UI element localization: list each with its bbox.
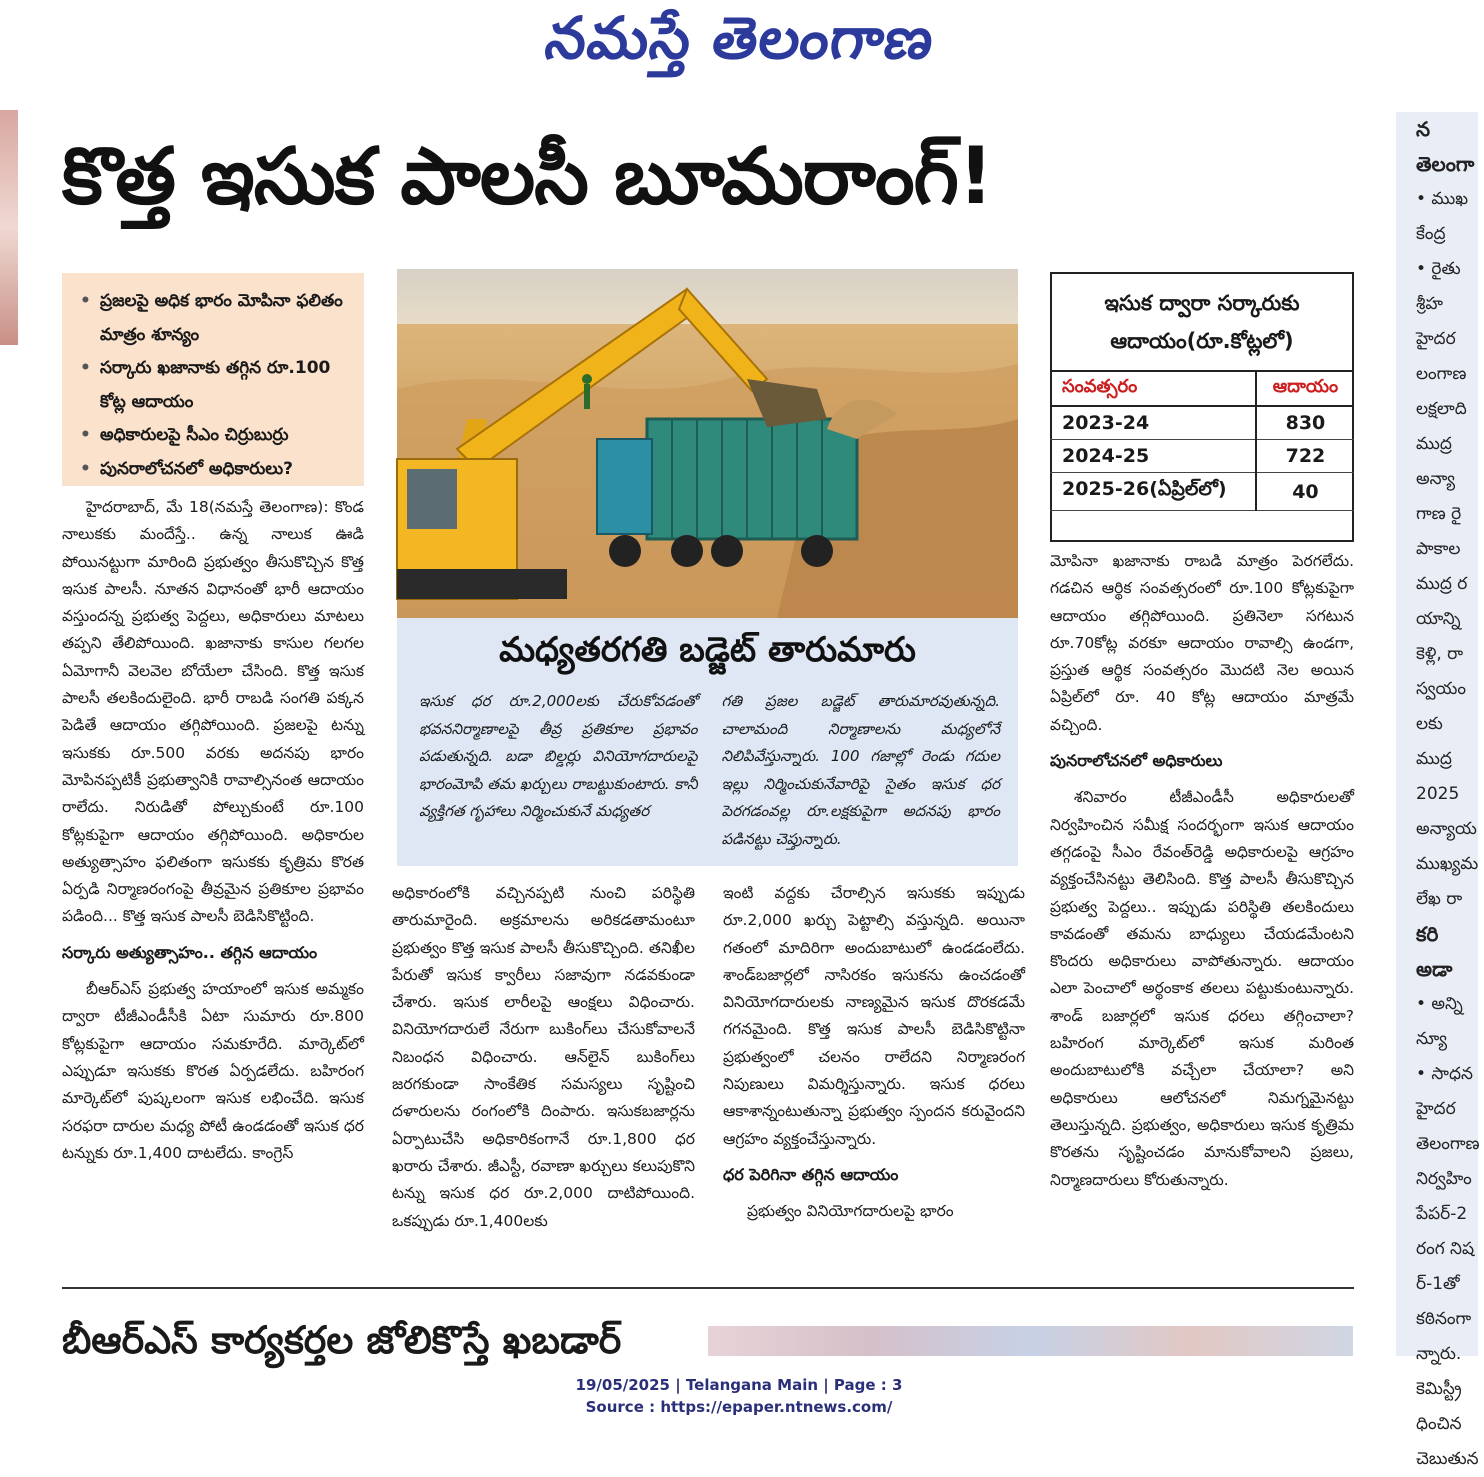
left-edge-photo xyxy=(0,110,18,345)
box-text-right: గతి ప్రజల బడ్జెట్‌ తారుమారవుతున్నది. చాలామంది నిర్మాణాలను మధ్యలోనే నిలిపివేస్తున్నారు. 100 గజాల్లో రెండు గదుల ఇల్లు నిర్మించుకునేవారిపై సైతం ఇసుక ధర పెరగడంవల్ల రూ.లక్షకుపైగా అదనపు భారం పడినట్టు చెప్తున్నారు. xyxy=(721,692,1000,848)
masthead-logo: నమస్తే తెలంగాణ xyxy=(541,4,939,72)
paragraph: శనివారం టీజీఎండీసీ అధికారులతో నిర్వహించిన సమీక్ష సందర్భంగా ఇసుక ఆదాయం తగ్గడంపై సీఎం రేవంత్‌రెడ్డి అధికారులపై ఆగ్రహం వ్యక్తంచేసినట్టు తెలిసింది. కొత్త పాలసీ తీసుకొచ్చిన ప్రభుత్వ పెద్దలు.. ఇప్పుడు పరిస్థితి తలకిందులు కావడంతో తమను బాధ్యులు చేయడమేంటని కొందరు అధికారులు వాపోతున్నారు. ఆదాయం ఎలా పెంచాలో అర్థంకాక తలలు పట్టుకుంటున్నారు. శాండ్‌ బజార్లలో ఇసుక ధరలు తగ్గించాలా? బహిరంగ మార్కెట్‌లో ఇసుక మరింత అందుబాటులోకి వచ్చేలా చేయాలా? అని అధికారులు ఆలోచనలో నిమగ్నమైనట్టు తెలుస్తున్నది. ప్రభుత్వం, అధికారులు ఇసుక కృత్రిమ కొరతను సృష్టించడం మానుకోవాలని ప్రజలు, నిర్మాణదారులు కోరుతున్నారు. xyxy=(1050,788,1354,1189)
right-column-fragment: ముద్ర ర xyxy=(1416,574,1468,594)
article-column-4 xyxy=(1050,548,1354,1273)
right-column-fragment: లకు xyxy=(1416,714,1443,734)
section-divider xyxy=(62,1287,1354,1289)
subheading: ధర పెరిగినా తగ్గిన ఆదాయం xyxy=(723,1164,899,1184)
right-column-fragment: అన్యాయ xyxy=(1416,819,1477,839)
right-column-fragment: • సాధన xyxy=(1416,1064,1473,1084)
right-column-fragment: నిర్వహిం xyxy=(1416,1169,1472,1189)
right-column-fragment: ముద్ర xyxy=(1416,434,1452,454)
paragraph: మోపినా ఖజానాకు రాబడి మాత్రం పెరగలేదు. గడచిన ఆర్థిక సంవత్సరంలో రూ.100 కోట్లకుపైగా ఆదాయం తగ్గిపోయింది. ప్రతినెలా సగటున రూ.70కోట్ల వరకూ ఆదాయం రావాల్సి ఉండగా, ప్రస్తుత ఆర్థిక సంవత్సరం మొదటి నెల అయిన ఏప్రిల్‌లో రూ. 40 కోట్ల ఆదాయం మాత్రమే వచ్చింది. xyxy=(1050,552,1354,734)
right-column-fragment: చెబుతున xyxy=(1416,1449,1479,1469)
income-cell: 830 xyxy=(1256,406,1354,440)
highlight-box xyxy=(62,273,364,486)
income-table-box xyxy=(1050,272,1354,542)
right-column-fragment: కఠినంగా xyxy=(1416,1309,1472,1329)
right-column-fragment: కెళ్లి, రా xyxy=(1416,644,1464,664)
paragraph: అధికారంలోకి వచ్చినప్పటి నుంచి పరిస్థితి తారుమారైంది. అక్రమాలను అరికడతామంటూ ప్రభుత్వం కొత్త ఇసుక పాలసీ తీసుకొచ్చింది. తనిఖీల పేరుతో ఇసుక క్వారీలు సజావుగా నడవకుండా చేశారు. ఇసుక లారీలపై ఆంక్షలు విధించారు. వినియోగదారులే నేరుగా బుకింగ్‌లు చేసుకోవాలనే నిబంధన విధించారు. ఆన్‌లైన్‌ బుకింగ్‌లు జరగకుండా సాంకేతిక సమస్యలు సృష్టించి దళారులను రంగంలోకి దింపారు. ఇసుకబజార్లను ఏర్పాటుచేసి అధికారికంగానే రూ.1,800 ధర ఖరారు చేశారు. జీఎస్టీ, రవాణా ఖర్చులు కలుపుకొని టన్ను ఇసుక ధర రూ.2,000 దాటిపోయింది. ఒకప్పుడు రూ.1,400లకు xyxy=(392,884,695,1230)
right-column-fragment: అన్యా xyxy=(1416,469,1456,489)
year-cell: 2024-25 xyxy=(1050,440,1256,473)
right-column-fragment: • అన్ని xyxy=(1416,994,1463,1014)
page-footer xyxy=(0,1374,1478,1418)
income-cell: 40 xyxy=(1256,473,1354,511)
box-text-left: ఇసుక ధర రూ.2,000లకు చేరుకోవడంతో భవననిర్మాణాలపై తీవ్ర ప్రతికూల ప్రభావం పడుతున్నది. బడా బిల్డర్లు వినియోగదారులపై భారంమోపి తమ ఖర్చులు రాబట్టుకుంటారు. కానీ వ్యక్తిగత గృహాలు నిర్మించుకునే మధ్యతర xyxy=(419,692,698,821)
highlight-item: • అధికారులపై సీఎం చిర్రుబుర్రు xyxy=(80,419,356,453)
table-header-income: ఆదాయం xyxy=(1256,371,1354,406)
right-column-fragment: ర్‌-1తో xyxy=(1416,1274,1460,1294)
footer-date-line: 19/05/2025 | Telangana Main | Page : 3 xyxy=(575,1376,903,1394)
right-column-fragment: ముఖ్యమ xyxy=(1416,854,1479,874)
subheading: సర్కారు అత్యుత్సాహం.. తగ్గిన ఆదాయం xyxy=(62,942,318,962)
main-headline: కొత్త ఇసుక పాలసీ బూమరాంగ్‌! xyxy=(62,132,993,222)
right-column-fragment: పేపర్‌-2 xyxy=(1416,1204,1468,1224)
box-title: మధ్యతరగతి బడ్జెట్‌ తారుమారు xyxy=(499,630,916,670)
highlight-item: • సర్కారు ఖజానాకు తగ్గిన రూ.100 కోట్ల ఆదాయం xyxy=(80,352,356,419)
right-column-fragment: రంగ నిష xyxy=(1416,1239,1475,1259)
next-article-headline: బీఆర్‌ఎస్‌ కార్యకర్తల జోలికొస్తే ఖబడార్‌ xyxy=(62,1318,622,1362)
right-column-fragment: గాణ రై xyxy=(1416,504,1462,524)
right-column-fragment: కెమిస్ట్రీ xyxy=(1416,1379,1462,1399)
table-title: ఇసుక ద్వారా సర్కారుకు ఆదాయం(రూ.కోట్లలో) xyxy=(1104,291,1300,353)
right-column-fragment: 2025 xyxy=(1416,784,1460,804)
right-column-fragment: • ముఖ xyxy=(1416,189,1469,209)
right-column-fragment: అడా xyxy=(1416,957,1453,981)
right-column-fragment: న్యూ xyxy=(1416,1029,1448,1049)
right-column-fragment: • రైతు xyxy=(1416,259,1461,279)
right-column-fragment: న xyxy=(1416,117,1431,141)
paragraph: హైదరాబాద్‌, మే 18(నమస్తే తెలంగాణ): కొండ నాలుకకు మందేస్తే.. ఉన్న నాలుక ఊడి పోయినట్టుగా మారింది ప్రభుత్వం తీసుకొచ్చిన కొత్త ఇసుక పాలసీ. నూతన విధానంతో భారీ ఆదాయం వస్తుందన్న ప్రభుత్వ పెద్దలు, అధికారులు మాటలు తప్పని తేలిపోయింది. ఖజానాకు కాసుల గలగల ఏమోగానీ వెలవెల బోయేలా చేసింది. కొత్త ఇసుక పాలసీ తలకిందులైంది. భారీ రాబడి సంగతి పక్కన పెడితే ఆదాయం తగ్గిపోయింది. ప్రజలపై టన్ను ఇసుకకు రూ.500 వరకు అదనపు భారం మోపినప్పటికీ ప్రభుత్వానికి రావాల్సినంత ఆదాయం రాలేదు. నిరుడితో పోల్చుకుంటే రూ.100 కోట్లకుపైగా ఆదాయం తగ్గిపోయింది. అధికారుల అత్యుత్సాహం ఫలితంగా ఇసుకకు కృత్రిమ కొరత ఏర్పడి నిర్మాణరంగంపై తీవ్రమైన ప్రతికూల ప్రభావం పడింది... కొత్త ఇసుక పాలసీ బెడిసికొట్టింది. xyxy=(62,498,364,926)
footer-source-line[interactable]: Source : https://epaper.ntnews.com/ xyxy=(585,1398,893,1416)
table-header-year: సంవత్సరం xyxy=(1050,371,1256,406)
highlight-item: • పునరాలోచనలో అధికారులు? xyxy=(80,453,356,487)
right-column-fragment: యాన్ని xyxy=(1416,609,1461,629)
table-row xyxy=(1050,406,1354,440)
paragraph: బీఆర్‌ఎస్‌ ప్రభుత్వ హయాంలో ఇసుక అమ్మకం ద్వారా టీజీఎండీసీకి ఏటా సుమారు రూ.800 కోట్లకుపైగా ఆదాయం సమకూరేది. మార్కెట్‌లో ఎప్పుడూ ఇసుకకు కొరత ఏర్పడలేదు. బహిరంగ మార్కెట్‌లో పుష్కలంగా ఇసుక లభించేది. ఇసుక సరఫరా దారుల మధ్య పోటీ ఉండడంతో ఇసుక ధర టన్నుకు రూ.1,400 దాటలేదు. కాంగ్రెస్‌ xyxy=(62,980,364,1162)
income-table xyxy=(1050,370,1354,511)
right-column-fragment: లేఖ రా xyxy=(1416,889,1463,909)
right-column-fragment: తెలంగా xyxy=(1416,152,1475,176)
right-column-fragment: స్వయం xyxy=(1416,679,1467,699)
right-column-fragment: ముద్ర xyxy=(1416,749,1452,769)
right-column-fragment: కరి xyxy=(1416,922,1439,946)
right-column-fragment: శ్రీహ xyxy=(1416,294,1443,314)
article-column-1 xyxy=(62,494,364,1274)
right-column-fragment: లంగాణ xyxy=(1416,364,1467,384)
right-column-fragment: కేంద్ర xyxy=(1416,224,1446,244)
right-column-fragment: హైదర xyxy=(1416,1099,1456,1119)
highlight-item: • ప్రజలపై అధిక భారం మోపినా ఫలితం మాత్రం శూన్యం xyxy=(80,285,356,352)
subheading: పునరాలోచనలో అధికారులు xyxy=(1050,751,1223,771)
article-column-2 xyxy=(392,880,695,1275)
sidebar-box xyxy=(397,618,1018,866)
right-column-fragment: హైదర xyxy=(1416,329,1456,349)
next-article-photo xyxy=(708,1326,1353,1356)
right-column-fragment: న్నారు. xyxy=(1416,1344,1462,1364)
excavator-photo xyxy=(397,269,1018,618)
article-column-3 xyxy=(723,880,1025,1275)
paragraph: ఇంటి వద్దకు చేరాల్సిన ఇసుకకు ఇప్పుడు రూ.2,000 ఖర్చు పెట్టాల్సి వస్తున్నది. అయినా గతంలో మాదిరిగా అందుబాటులో ఉండడంలేదు. శాండ్‌బజార్లలో నాసిరకం ఇసుకను ఉంచడంతో వినియోగదారులకు నాణ్యమైన ఇసుక దొరకడమే గగనమైంది. కొత్త ఇసుక పాలసీ బెడిసికొట్టినా ప్రభుత్వంలో చలనం రాలేదని నిర్మాణరంగ నిపుణులు విమర్శిస్తున్నారు. ఇసుక ధరలు ఆకాశాన్నంటుతున్నా ప్రభుత్వం స్పందన కరువైందని ఆగ్రహం వ్యక్తంచేస్తున్నారు. xyxy=(723,884,1025,1148)
table-row xyxy=(1050,440,1354,473)
right-column-fragment: ధించిన xyxy=(1416,1414,1462,1434)
income-cell: 722 xyxy=(1256,440,1354,473)
table-row xyxy=(1050,473,1354,511)
paragraph: ప్రభుత్వం వినియోగదారులపై భారం xyxy=(747,1202,954,1221)
sand-mining-illustration xyxy=(397,269,1018,618)
right-column-fragment: తెలంగాణ xyxy=(1416,1134,1480,1154)
right-column-fragment: పాకాల xyxy=(1416,539,1461,559)
right-column-fragment: లక్షలాది xyxy=(1416,399,1467,419)
year-cell: 2025-26(ఏప్రిల్‌లో) xyxy=(1050,473,1256,511)
right-adjacent-column xyxy=(1396,112,1480,1469)
year-cell: 2023-24 xyxy=(1050,406,1256,440)
